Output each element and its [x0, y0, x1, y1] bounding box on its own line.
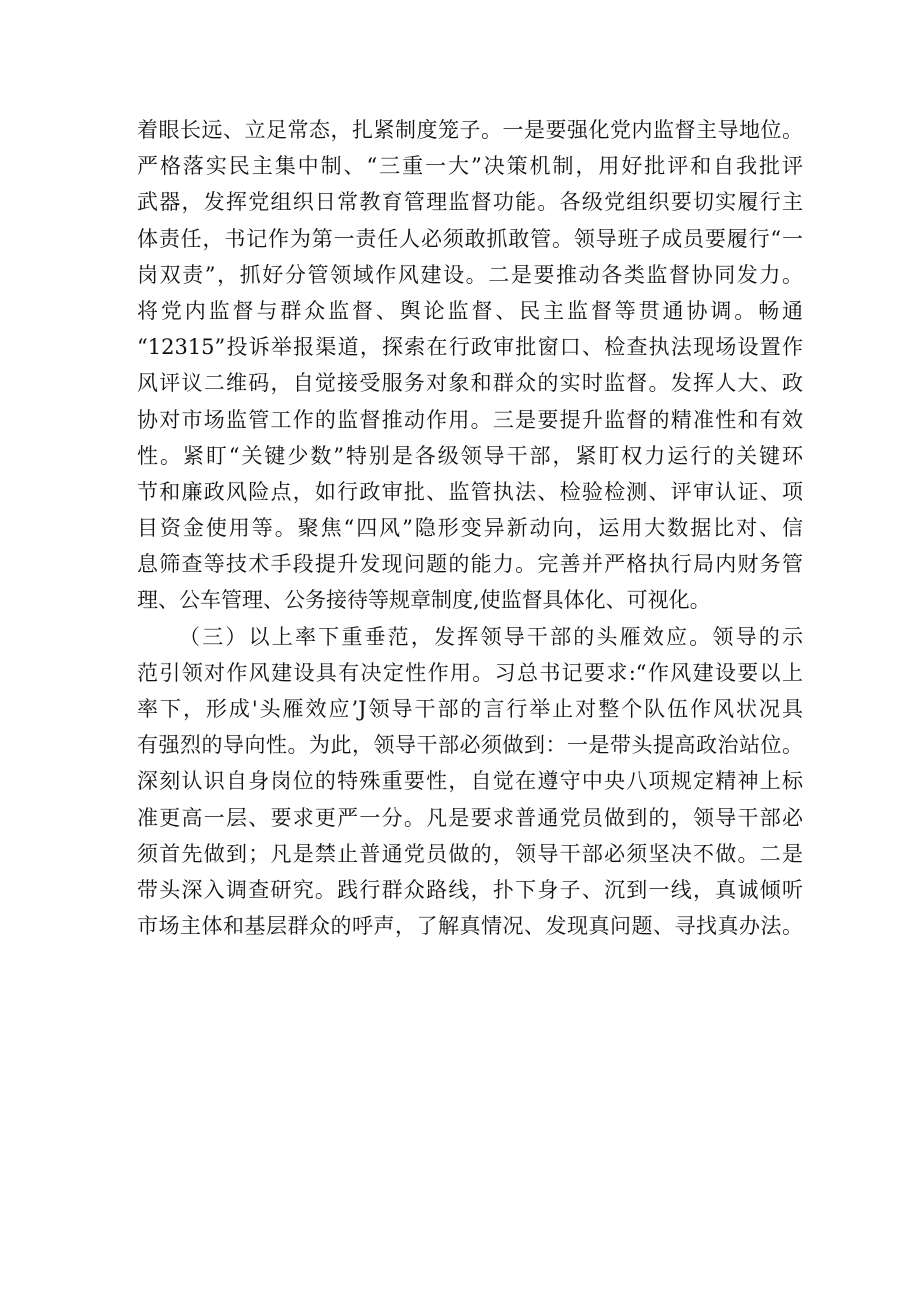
- text-line: 着眼长远、立足常态，扎紧制度笼子。一是要强化党内监督主导地位。: [137, 118, 803, 142]
- section-heading-line: （三）以上率下重垂范，发挥领导干部的头雁效应。领导的示: [179, 624, 803, 649]
- text-line: 息筛查等技术手段提升发现问题的能力。完善并严格执行局内财务管: [137, 552, 803, 577]
- text-line: 协对市场监管工作的监督推动作用。三是要提升监督的精准性和有效: [137, 407, 803, 432]
- text-line: 风评议二维码，自觉接受服务对象和群众的实时监督。发挥人大、政: [137, 371, 803, 396]
- text-line: 范引领对作风建设具有决定性作用。习总书记要求:“作风建设要以上: [137, 660, 803, 685]
- text-line: 体责任，书记作为第一责任人必须敢抓敢管。领导班子成员要履行“一: [137, 226, 803, 251]
- paragraph-leadership: [137, 619, 803, 945]
- text-line: 性。紧盯“关键少数”特别是各级领导干部，紧盯权力运行的关键环: [137, 443, 803, 468]
- text-line: 岗双责”，抓好分管领域作风建设。二是要推动各类监督协同发力。: [137, 262, 803, 287]
- text-line: 严格落实民主集中制、“三重一大”决策机制，用好批评和自我批评: [137, 154, 803, 179]
- text-line: 理、公车管理、公务接待等规章制度,使监督具体化、可视化。: [137, 588, 711, 613]
- text-line: 有强烈的导向性。为此，领导干部必须做到：一是带头提高政治站位。: [137, 733, 803, 758]
- text-line: 率下，形成'头雁效应’J领导干部的言行举止对整个队伍作风状况具: [137, 697, 803, 721]
- text-line: 武器，发挥党组织日常教育管理监督功能。各级党组织要切实履行主: [137, 190, 803, 215]
- text-line: 市场主体和基层群众的呼声，了解真情况、发现真问题、寻找真办法。: [137, 914, 803, 939]
- document-body: [137, 112, 803, 944]
- text-line: 准更高一层、要求更严一分。凡是要求普通党员做到的，领导干部必: [137, 805, 803, 830]
- text-line: 深刻认识自身岗位的特殊重要性，自觉在遵守中央八项规定精神上标: [137, 769, 803, 794]
- text-line: 须首先做到；凡是禁止普通党员做的，领导干部必须坚决不做。二是: [137, 841, 803, 866]
- text-line: 将党内监督与群众监督、舆论监督、民主监督等贯通协调。畅通: [137, 298, 803, 323]
- text-line: 节和廉政风险点，如行政审批、监管执法、检验检测、评审认证、项: [137, 479, 803, 504]
- text-line: 目资金使用等。聚焦“四风”隐形变异新动向，运用大数据比对、信: [137, 516, 803, 541]
- text-line: 带头深入调查研究。践行群众路线，扑下身子、沉到一线，真诚倾听: [137, 877, 803, 902]
- paragraph-supervision: [137, 112, 803, 619]
- text-line: “12315”投诉举报渠道，探索在行政审批窗口、检查执法现场设置作: [137, 335, 803, 360]
